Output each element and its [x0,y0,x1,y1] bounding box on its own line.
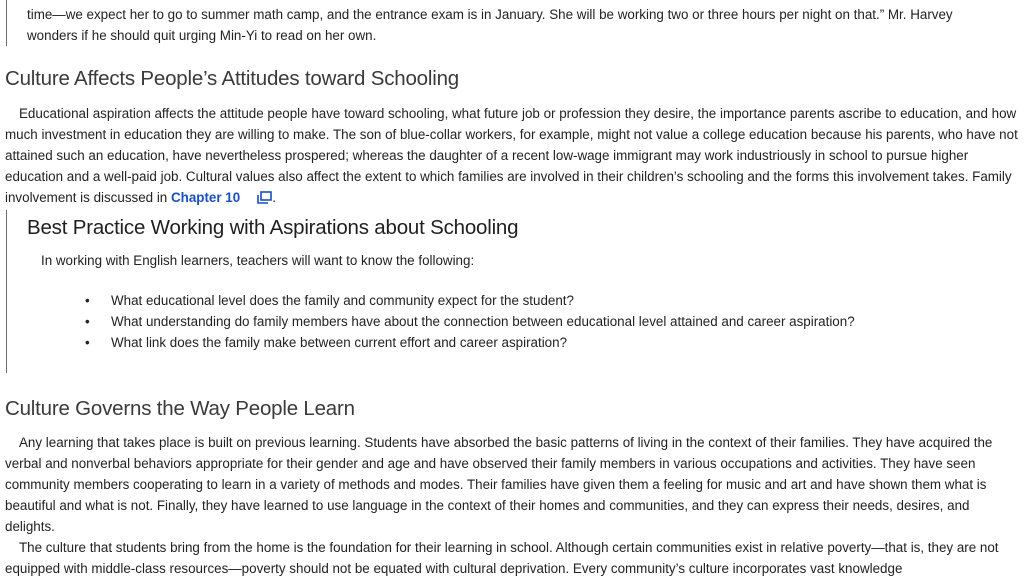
attitudes-paragraph [5,103,1023,210]
best-practice-list [85,290,855,353]
bullet: • [85,293,90,308]
quote-line-1: time—we expect her to go to summer math camp, and the entrance exam is in January. She will be working two or three hours per night on that.” Mr. Harvey [27,7,953,22]
list-item-text: What educational level does the family and community expect for the student? [111,293,574,308]
learning-paragraph-1: Any learning that takes place is built on previous learning. Students have absorbed the basic patterns of living in the context of their families. They have acquired the verbal and nonverbal behaviors appropriate for their gender and age and have observed their family members in various occupations and activities. They have seen community members cooperating to learn in a variety of methods and modes. Their families have given them a feeling for music and art and have shown them what is beautiful and what is not. Finally, they have learned to use language in the context of their homes and communities, and they can express their needs, desires, and delights. [5,435,993,534]
quote-text [27,0,1016,46]
attitudes-paragraph-text: Educational aspiration affects the attitude people have toward schooling, what future job or profession they desire, the importance parents ascribe to education, and how much investment in education they are willing to make. The son of blue-collar workers, for example, might not value a college education because his parents, who have not attained such an education, have nevertheless prospered; whereas the daughter of a recent low-wage immigrant may work industriously in school to pursue higher education and a well-paid job. Cultural values also affect the extent to which families are involved in their children’s schooling and the forms this involvement takes. Family involvement is discussed in [5,106,1018,205]
list-item [85,311,855,332]
list-item-text: What understanding do family members have about the connection between educational level attained and career aspiration? [111,314,855,329]
best-practice-intro: In working with English learners, teachers will want to know the following: [41,253,475,268]
external-link-icon [243,189,272,210]
section-heading-learning: Culture Governs the Way People Learn [5,397,355,420]
bullet: • [85,314,90,329]
chapter-10-link[interactable] [171,190,272,205]
list-item [85,290,855,311]
best-practice-box [6,210,1016,373]
section-heading-attitudes: Culture Affects People’s Attitudes toward Schooling [5,67,459,90]
chapter-10-link-label: Chapter 10 [170,190,241,205]
case-study-quote [6,0,1016,46]
quote-line-2: wonders if he should quit urging Min-Yi to read on her own. [27,28,377,43]
list-item [85,332,855,353]
list-item-text: What link does the family make between current effort and career aspiration? [111,335,568,350]
attitudes-paragraph-end: . [272,190,276,205]
best-practice-heading: Best Practice Working with Aspirations about Schooling [27,216,519,239]
bullet: • [85,335,90,350]
learning-paragraph-2: The culture that students bring from the home is the foundation for their learning in school. Although certain communities exist in relative poverty—that is, they are not equipped with middle-class resources—poverty should not be equated with cultural deprivation. Every community’s culture incorporates vast knowledge [5,540,999,576]
